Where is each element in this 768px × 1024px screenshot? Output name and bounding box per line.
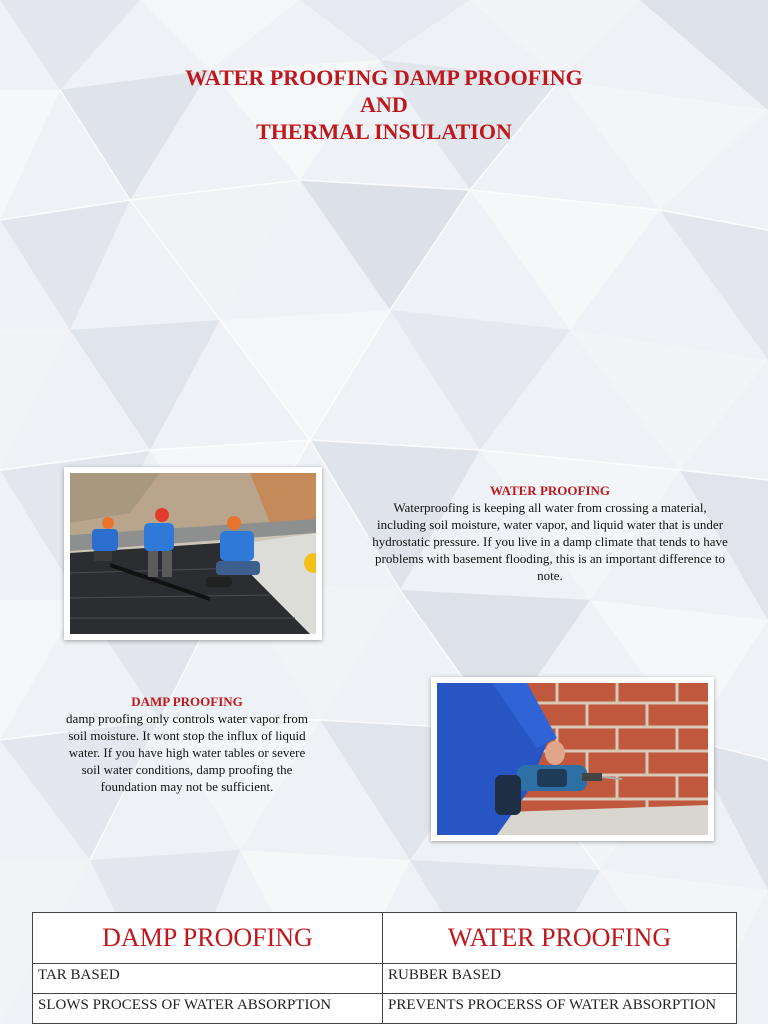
title-line-1: WATER PROOFING DAMP PROOFING [185,65,583,90]
header-water-proofing: WATER PROOFING [383,913,737,964]
table-row [33,994,737,1024]
title-line-2: AND [360,92,408,117]
waterproofing-photo [64,467,322,640]
drilling-wall-illustration [437,683,708,835]
table-cell: TAR BASED [33,964,383,994]
header-damp-proofing: DAMP PROOFING [33,913,383,964]
comparison-table [32,912,737,1024]
title-line-3: THERMAL INSULATION [256,119,512,144]
table-cell: SLOWS PROCESS OF WATER ABSORPTION [33,994,383,1024]
workers-membrane-illustration [70,473,316,634]
page-title [0,64,768,145]
damp-proofing-heading: DAMP PROOFING [131,694,243,709]
table-header-row [33,913,737,964]
water-proofing-body: Waterproofing is keeping all water from crossing a material, including soil moisture, water vapor, and liquid water that is under hydrostatic pressure. If you live in a damp climate that tends to have problems with basement flooding, this is an important difference to note. [372,500,728,583]
table-cell: PREVENTS PROCERSS OF WATER ABSORPTION [383,994,737,1024]
damp-proofing-photo [431,677,714,841]
damp-proofing-section [64,693,310,795]
damp-proofing-body: damp proofing only controls water vapor from soil moisture. It wont stop the influx of liquid water. If you have high water tables or severe soil water conditions, damp proofing the foundation may not be sufficient. [66,711,308,794]
water-proofing-heading: WATER PROOFING [489,483,610,498]
table-cell: RUBBER BASED [383,964,737,994]
water-proofing-section [370,482,730,584]
table-row [33,964,737,994]
